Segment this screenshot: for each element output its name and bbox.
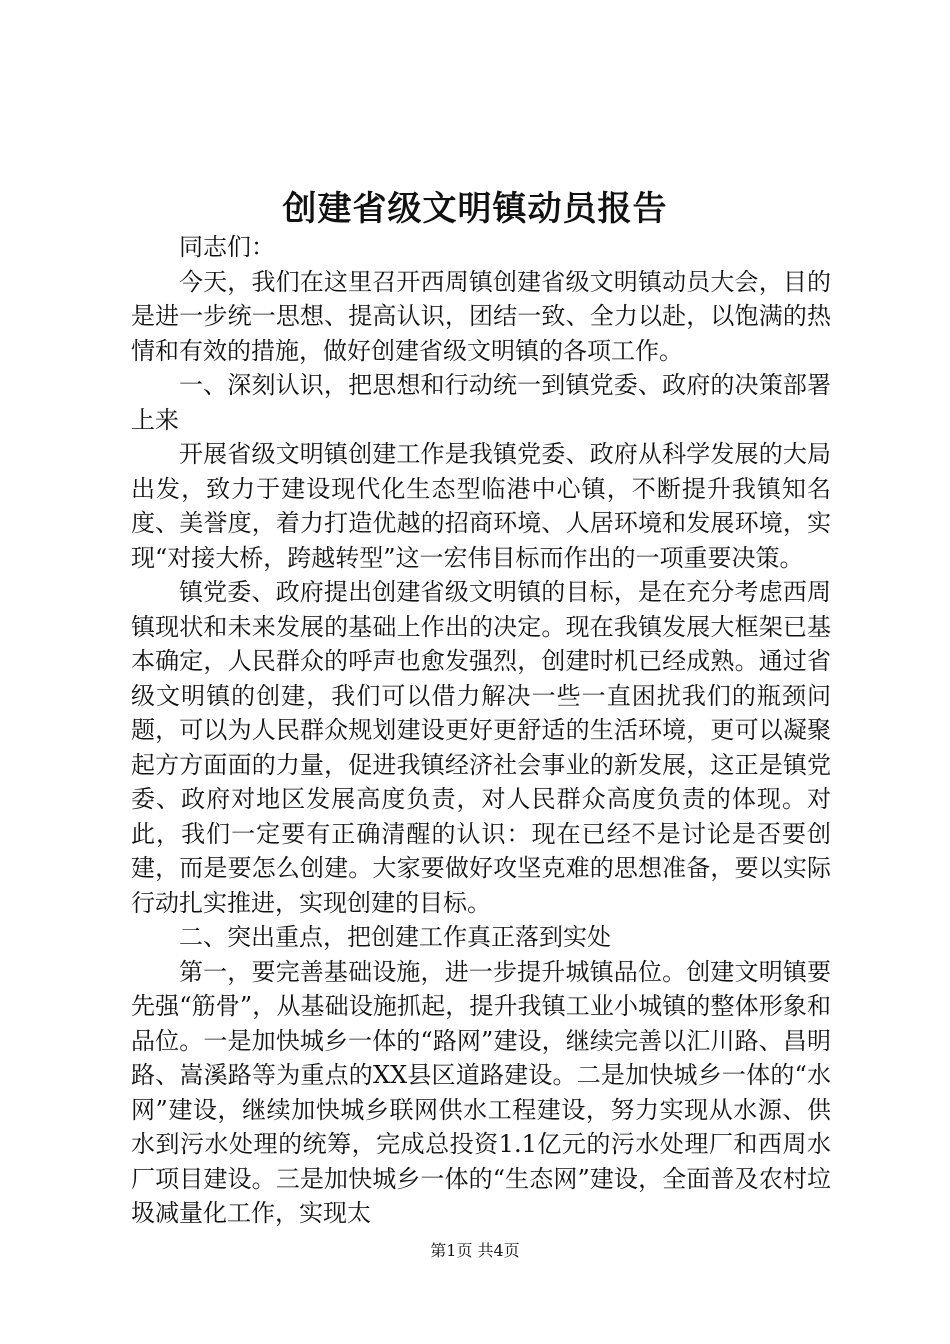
paragraph: 开展省级文明镇创建工作是我镇党委、政府从科学发展的大局出发，致力于建设现代化生态型临港中心镇，不断提升我镇知名度、美誉度，着力打造优越的招商环境、人居环境和发展环境，实现“对接大桥，跨越转型”这一宏伟目标而作出的一项重要决策。 (131, 440, 831, 572)
section-heading-2: 二、突出重点，把创建工作真正落到实处 (179, 923, 611, 951)
paragraph-salutation: 同志们： (179, 233, 275, 261)
paragraph: 第一，要完善基础设施，进一步提升城镇品位。创建文明镇要先强“筋骨”，从基础设施抓起，提升我镇工业小城镇的整体形象和品位。一是加快城乡一体的“路网”建设，继续完善以汇川路、昌明路、嵩溪路等为重点的XX县区道路建设。二是加快城乡一体的“水网”建设，继续加快城乡联网供水工程建设，努力实现从水源、供水到污水处理的统筹，完成总投资1.1亿元的污水处理厂和西周水厂项目建设。三是加快城乡一体的“生态网”建设，全面普及农村垃圾减量化工作，实现太 (131, 957, 831, 1227)
section-heading-1: 一、深刻认识，把思想和行动统一到镇党委、政府的决策部署上来 (131, 371, 831, 434)
page-number-footer: 第1页 共4页 (430, 1241, 520, 1260)
paragraph-intro: 今天，我们在这里召开西周镇创建省级文明镇动员大会，目的是进一步统一思想、提高认识，团结一致、全力以赴，以饱满的热情和有效的措施，做好创建省级文明镇的各项工作。 (131, 267, 831, 365)
paragraph: 镇党委、政府提出创建省级文明镇的目标，是在充分考虑西周镇现状和未来发展的基础上作出的决定。现在我镇发展大框架已基本确定，人民群众的呼声也愈发强烈，创建时机已经成熟。通过省级文明镇的创建，我们可以借力解决一些一直困扰我们的瓶颈问题，可以为人民群众规划建设更好更舒适的生活环境，更可以凝聚起方方面面的力量，促进我镇经济社会事业的新发展，这正是镇党委、政府对地区发展高度负责，对人民群众高度负责的体现。对此，我们一定要有正确清醒的认识：现在已经不是讨论是否要创建，而是要怎么创建。大家要做好攻坚克难的思想准备，要以实际行动扎实推进，实现创建的目标。 (131, 578, 831, 917)
document-title: 创建省级文明镇动员报告 (282, 189, 668, 229)
document-body (131, 230, 831, 1231)
